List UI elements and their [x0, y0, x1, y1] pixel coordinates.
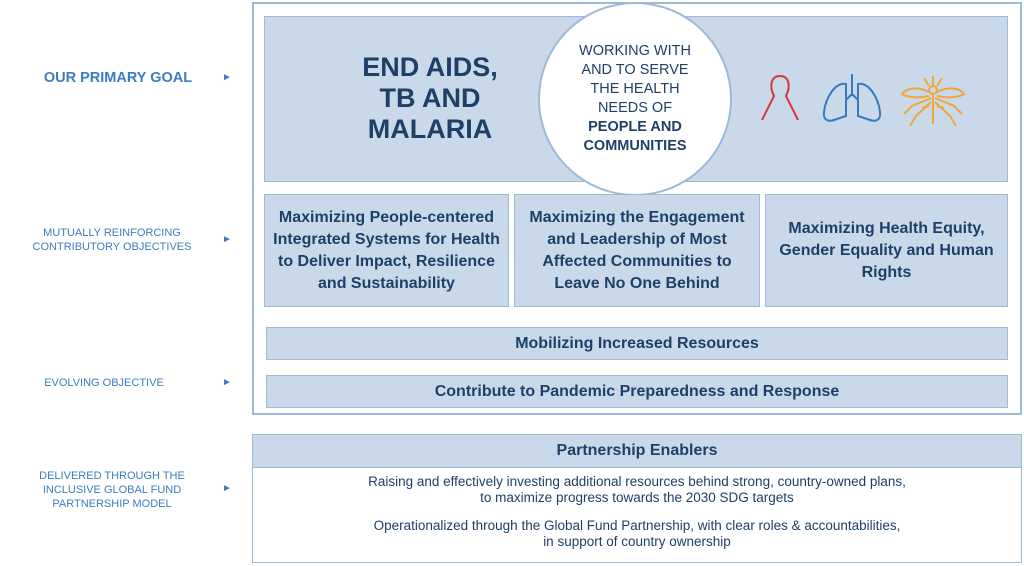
label-evolving-objective: EVOLVING OBJECTIVE — [44, 377, 164, 389]
arrow-mutually: ► — [222, 234, 232, 245]
objective-people-centered: Maximizing People-centered Integrated Systems for Health to Deliver Impact, Resilience and Sustainability — [264, 194, 509, 307]
objective-equity: Maximizing Health Equity, Gender Equality and Human Rights — [765, 194, 1008, 307]
pandemic-preparedness-bar: Contribute to Pandemic Preparedness and Response — [266, 375, 1008, 408]
ribbon-icon — [758, 72, 802, 126]
arrow-delivered: ► — [222, 483, 232, 494]
arrow-evolving: ► — [222, 377, 232, 388]
goal-circle: WORKING WITH AND TO SERVE THE HEALTH NEEDS OF PEOPLE AND COMMUNITIES — [538, 2, 732, 196]
objective-communities: Maximizing the Engagement and Leadership of Most Affected Communities to Leave No One Behind — [514, 194, 760, 307]
goal-title: END AIDS, TB AND MALARIA — [362, 52, 498, 144]
partnership-enablers-heading: Partnership Enablers — [252, 434, 1022, 467]
partnership-text-2: Operationalized through the Global Fund Partnership, with clear roles & accountabilities, in support of country ownership — [373, 518, 901, 549]
mobilizing-resources-bar: Mobilizing Increased Resources — [266, 327, 1008, 360]
partnership-text-1: Raising and effectively investing additional resources behind strong, country-owned plans, to maximize progress towards the 2030 SDG targets — [368, 474, 906, 505]
label-primary-goal: OUR PRIMARY GOAL — [43, 70, 193, 86]
label-mutually-reinforcing: MUTUALLY REINFORCING CONTRIBUTORY OBJECTIVES — [32, 227, 192, 253]
label-delivered-through: DELIVERED THROUGH THE INCLUSIVE GLOBAL FUND PARTNERSHIP MODEL — [39, 470, 185, 510]
arrow-primary-goal: ► — [222, 72, 232, 83]
mosquito-icon — [898, 70, 968, 128]
lungs-icon — [820, 72, 884, 126]
